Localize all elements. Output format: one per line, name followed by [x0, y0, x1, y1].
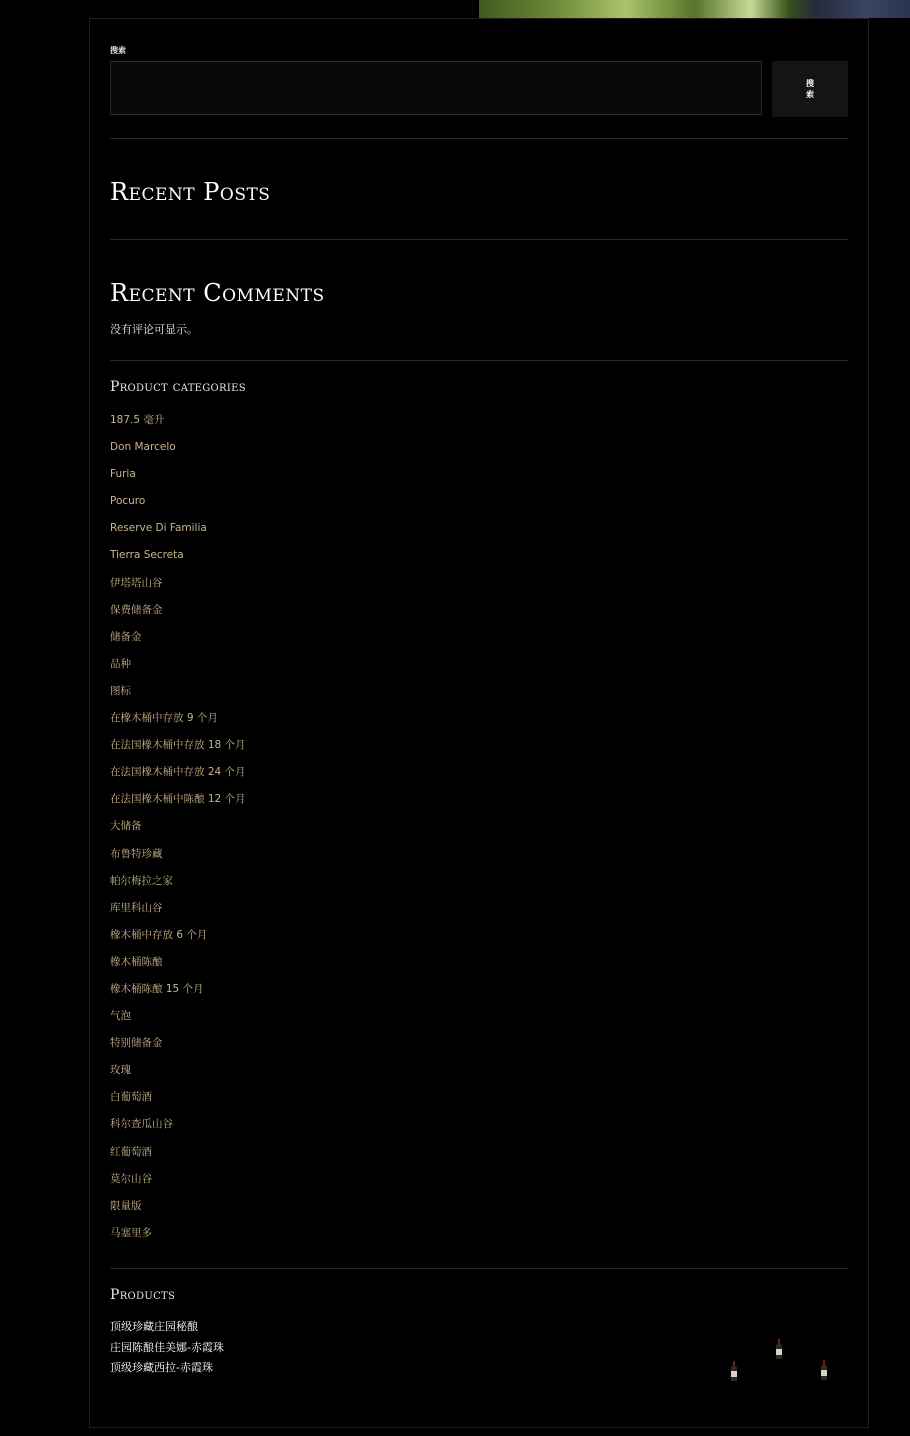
- category-link[interactable]: Pocuro: [110, 495, 146, 508]
- category-list-item: [110, 576, 246, 603]
- category-link[interactable]: 红葡萄酒: [110, 1145, 152, 1158]
- category-link[interactable]: 玫瑰: [110, 1064, 131, 1077]
- bottle-label: [776, 1349, 782, 1355]
- category-list-item: [110, 548, 246, 575]
- bottle-label: [821, 1370, 827, 1376]
- product-bottle-thumbnail[interactable]: [731, 1361, 737, 1381]
- product-categories-list: [110, 413, 246, 1253]
- category-list-item: [110, 467, 246, 494]
- category-list-item: [110, 603, 246, 630]
- category-link[interactable]: 布鲁特珍藏: [110, 847, 163, 860]
- category-link[interactable]: Furia: [110, 468, 136, 481]
- category-list-item: [110, 874, 246, 901]
- category-list-item: [110, 1036, 246, 1063]
- category-list-item: [110, 738, 246, 765]
- category-link[interactable]: 在法国橡木桶中陈酿 12 个月: [110, 793, 246, 806]
- search-button[interactable]: [772, 61, 848, 117]
- category-list-item: [110, 982, 246, 1009]
- category-list-item: [110, 521, 246, 548]
- category-list-item: [110, 765, 246, 792]
- category-link[interactable]: 限量版: [110, 1199, 142, 1212]
- category-list-item: [110, 1090, 246, 1117]
- category-list-item: [110, 1172, 246, 1199]
- category-list-item: [110, 1199, 246, 1226]
- category-list-item: [110, 1117, 246, 1144]
- category-list-item: [110, 1226, 246, 1253]
- product-list-item: [110, 1360, 848, 1381]
- category-link[interactable]: 187.5 毫升: [110, 414, 165, 426]
- category-link[interactable]: 图标: [110, 684, 131, 697]
- category-link[interactable]: Reserve Di Familia: [110, 522, 207, 535]
- product-bottle-thumbnail[interactable]: [821, 1360, 827, 1380]
- bottle-body: [821, 1365, 827, 1380]
- category-link[interactable]: 大储备: [110, 820, 142, 833]
- product-list-item: [110, 1340, 848, 1361]
- category-link[interactable]: 橡木桶中存放 6 个月: [110, 928, 208, 941]
- category-link[interactable]: 气泡: [110, 1010, 131, 1023]
- hero-image-strip: [479, 0, 910, 18]
- product-link[interactable]: 顶级珍藏庄园秘酿: [110, 1320, 198, 1333]
- category-link[interactable]: 伊塔塔山谷: [110, 576, 163, 589]
- category-link[interactable]: 储备金: [110, 630, 142, 643]
- widget-divider: [110, 138, 848, 139]
- category-list-item: [110, 955, 246, 982]
- category-list-item: [110, 1009, 246, 1036]
- category-link[interactable]: Don Marcelo: [110, 441, 176, 454]
- sidebar: [89, 18, 869, 1428]
- products-list: [110, 1319, 848, 1381]
- category-link[interactable]: 保费储备金: [110, 603, 163, 616]
- product-categories-title: Product categories: [110, 379, 246, 395]
- category-list-item: [110, 819, 246, 846]
- products-title: Products: [110, 1287, 176, 1303]
- category-link[interactable]: Tierra Secreta: [110, 549, 184, 562]
- category-link[interactable]: 白葡萄酒: [110, 1091, 152, 1104]
- search-input[interactable]: [110, 61, 762, 115]
- bottle-body: [776, 1344, 782, 1359]
- category-link[interactable]: 莫尔山谷: [110, 1172, 152, 1185]
- widget-divider: [110, 1268, 848, 1269]
- category-list-item: [110, 657, 246, 684]
- search-label: 搜索: [110, 46, 126, 55]
- recent-comments-title: Recent Comments: [110, 279, 325, 307]
- category-list-item: [110, 440, 246, 467]
- category-link[interactable]: 帕尔梅拉之家: [110, 874, 173, 887]
- recent-posts-title: Recent Posts: [110, 178, 271, 206]
- category-list-item: [110, 847, 246, 874]
- product-link[interactable]: 庄园陈酿佳美娜-赤霞珠: [110, 1340, 224, 1354]
- category-list-item: [110, 792, 246, 819]
- category-list-item: [110, 1145, 246, 1172]
- product-list-item: [110, 1319, 848, 1340]
- bottle-label: [731, 1371, 737, 1377]
- widget-divider: [110, 360, 848, 361]
- category-list-item: [110, 630, 246, 657]
- product-link[interactable]: 顶级珍藏西拉-赤霞珠: [110, 1361, 213, 1374]
- product-bottle-thumbnail[interactable]: [776, 1339, 782, 1359]
- search-button-label: 搜索: [806, 79, 814, 99]
- category-list-item: [110, 684, 246, 711]
- category-list-item: [110, 413, 246, 440]
- category-link[interactable]: 品种: [110, 657, 131, 670]
- category-link[interactable]: 在法国橡木桶中存放 24 个月: [110, 766, 246, 779]
- category-link[interactable]: 橡木桶陈酿 15 个月: [110, 982, 204, 995]
- category-list-item: [110, 1063, 246, 1090]
- category-link[interactable]: 科尔查瓜山谷: [110, 1118, 173, 1131]
- category-list-item: [110, 711, 246, 738]
- category-link[interactable]: 在法国橡木桶中存放 18 个月: [110, 739, 246, 752]
- bottle-body: [731, 1366, 737, 1381]
- widget-divider: [110, 239, 848, 240]
- category-link[interactable]: 橡木桶陈酿: [110, 955, 163, 968]
- category-list-item: [110, 928, 246, 955]
- category-link[interactable]: 在橡木桶中存放 9 个月: [110, 712, 218, 725]
- category-link[interactable]: 特别储备金: [110, 1037, 163, 1050]
- category-list-item: [110, 901, 246, 928]
- category-link[interactable]: 马塞里多: [110, 1226, 152, 1239]
- category-link[interactable]: 库里科山谷: [110, 901, 163, 914]
- category-list-item: [110, 494, 246, 521]
- no-comments-text: 没有评论可显示。: [110, 323, 198, 336]
